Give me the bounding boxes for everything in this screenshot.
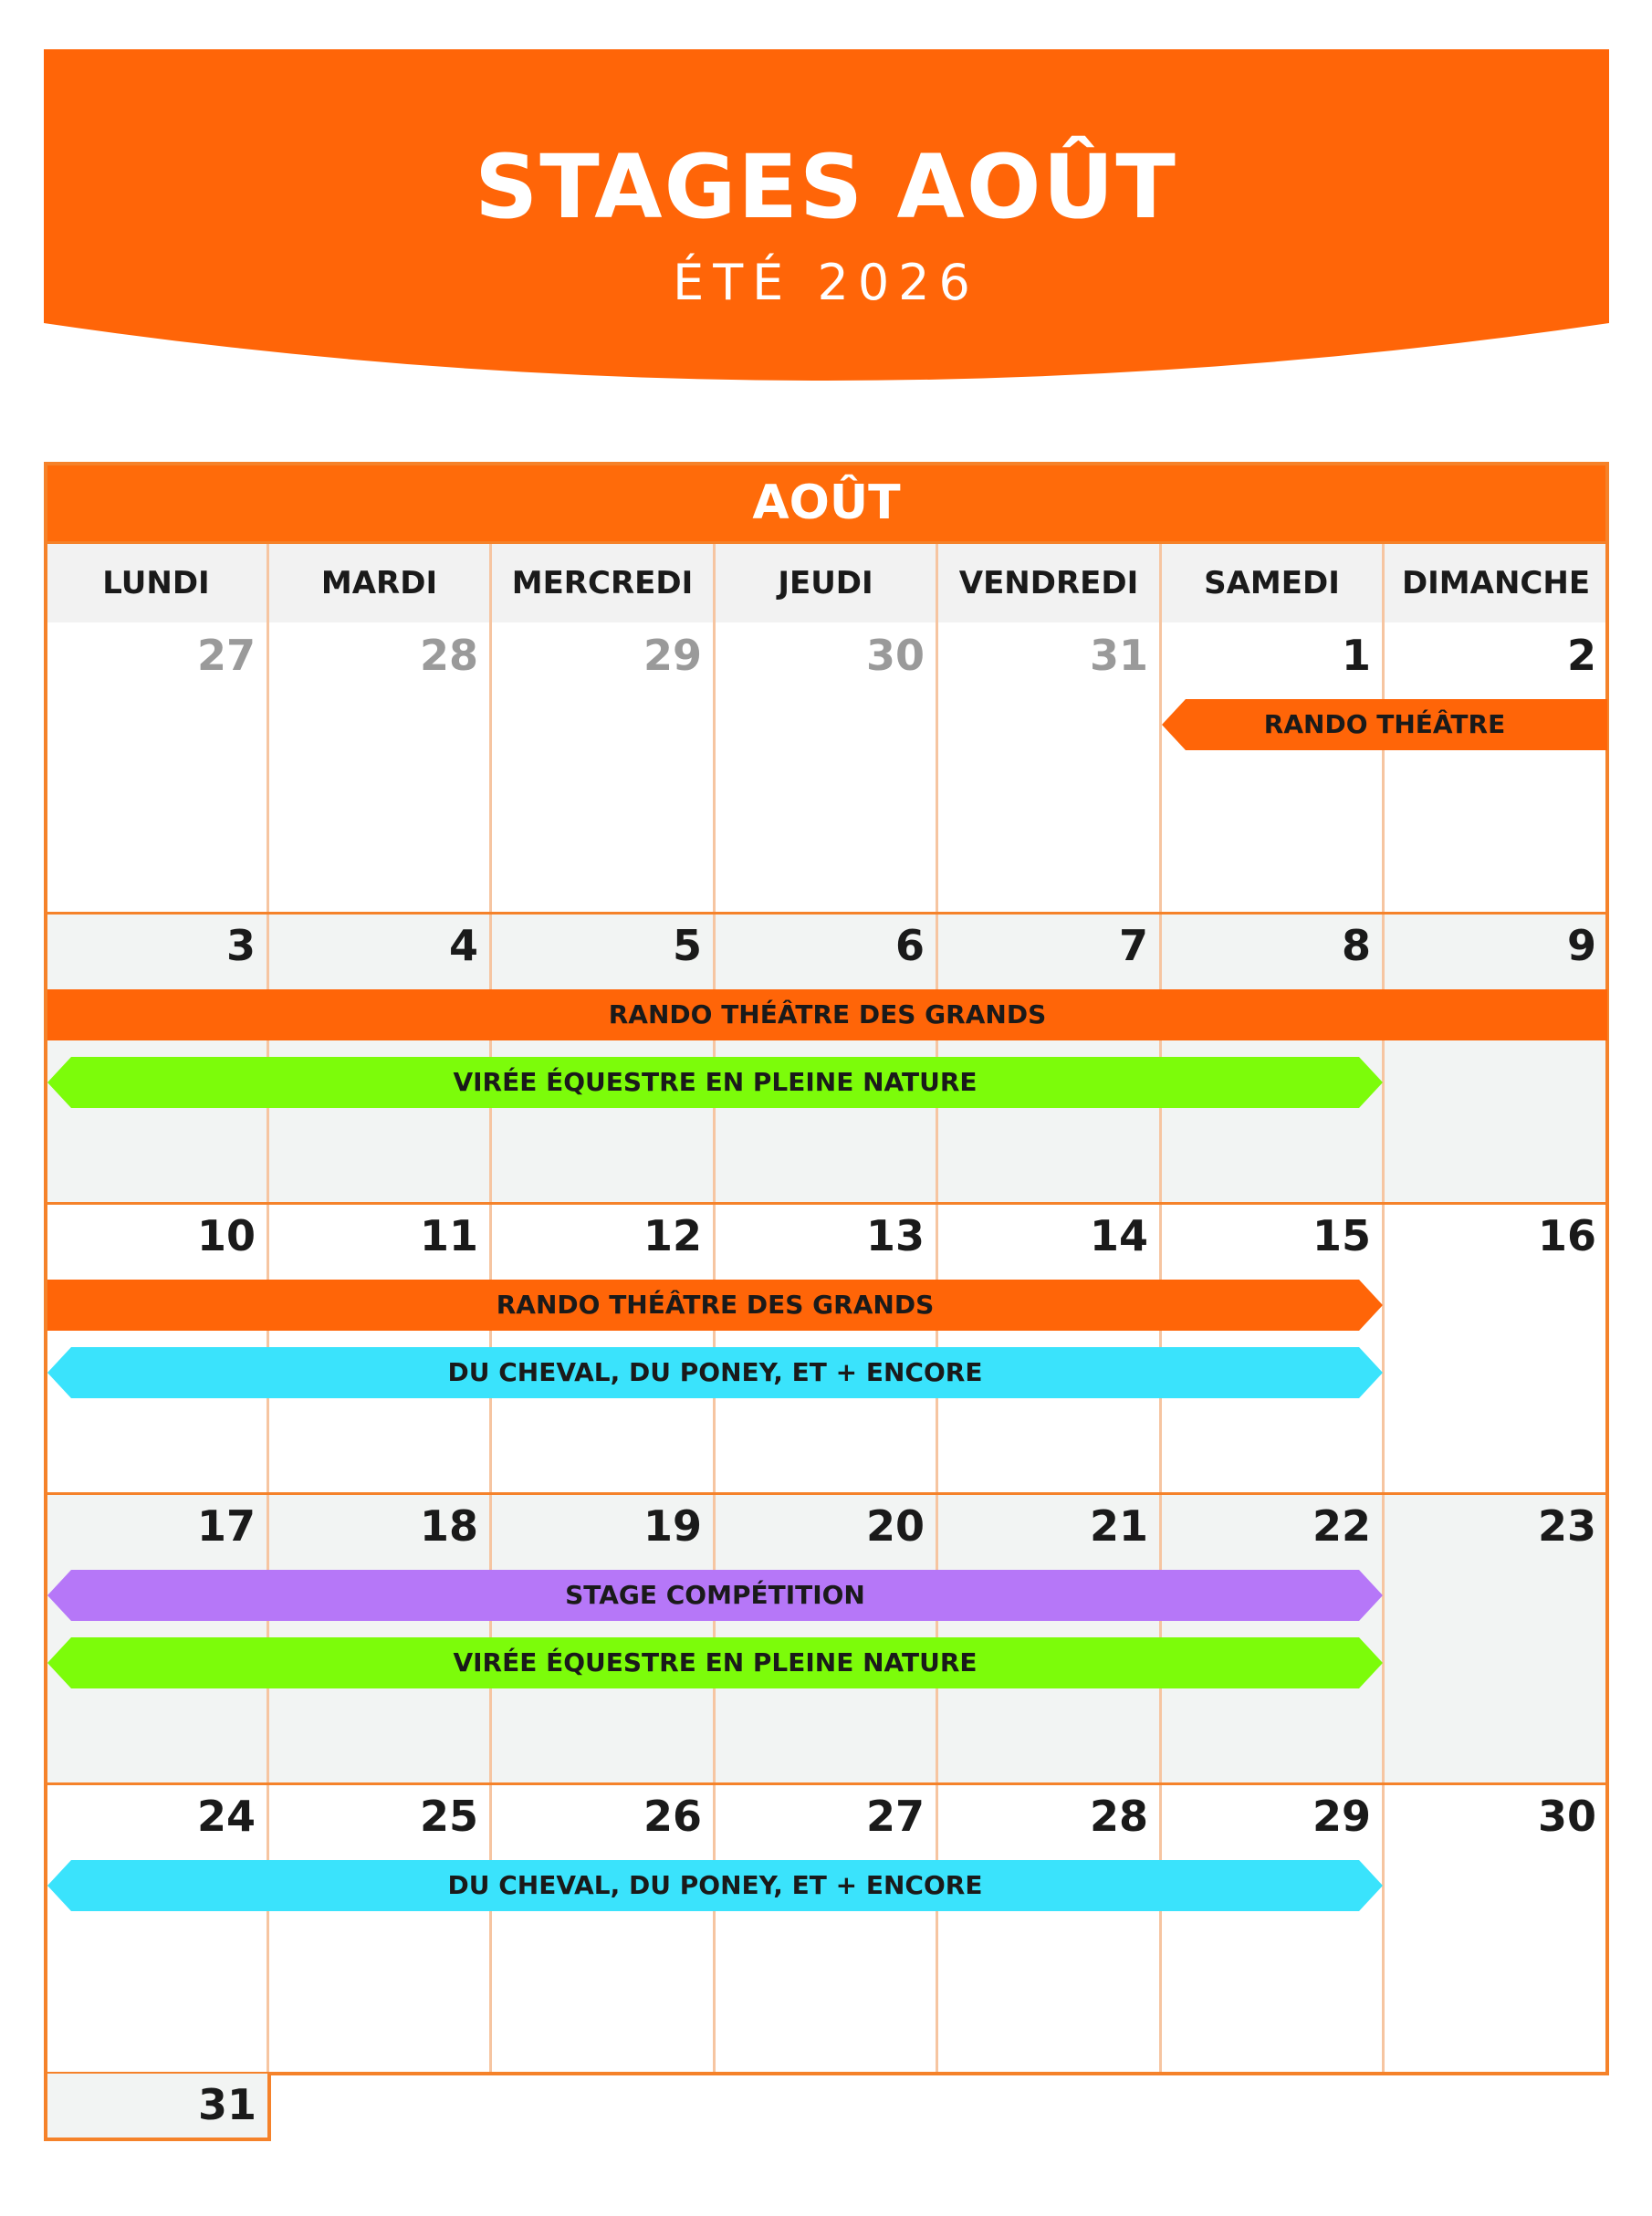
day-number: 27 (865, 1792, 925, 1841)
event-label: DU CHEVAL, DU PONEY, ET + ENCORE (447, 1357, 983, 1387)
weekday-lundi: LUNDI (46, 544, 269, 622)
event-label: VIRÉE ÉQUESTRE EN PLEINE NATURE (453, 1067, 978, 1097)
day-number: 1 (1341, 631, 1371, 680)
day-number: 24 (196, 1792, 256, 1841)
day-number: 2 (1566, 631, 1596, 680)
day-number: 3 (225, 921, 256, 970)
weekday-mardi: MARDI (269, 544, 492, 622)
day-number: 6 (894, 921, 925, 970)
day-number: 31 (197, 2080, 256, 2129)
page-title: STAGES AOÛT (475, 136, 1177, 238)
weekday-samedi: SAMEDI (1162, 544, 1385, 622)
day-number: 5 (672, 921, 702, 970)
event-label: VIRÉE ÉQUESTRE EN PLEINE NATURE (453, 1647, 978, 1678)
day-number: 25 (419, 1792, 478, 1841)
day-number: 26 (643, 1792, 702, 1841)
day-number: 15 (1312, 1211, 1371, 1260)
day-number: 31 (1089, 631, 1148, 680)
event-label: STAGE COMPÉTITION (565, 1580, 865, 1610)
day-number: 28 (419, 631, 478, 680)
day-number: 27 (196, 631, 256, 680)
day-number: 29 (643, 631, 702, 680)
day-number: 14 (1089, 1211, 1148, 1260)
day-number: 12 (643, 1211, 702, 1260)
day-number: 13 (865, 1211, 925, 1260)
event-label: RANDO THÉÂTRE DES GRANDS (608, 999, 1047, 1030)
day-number: 20 (865, 1501, 925, 1551)
month-title: AOÛT (44, 462, 1609, 544)
day-number: 23 (1537, 1501, 1596, 1551)
day-number: 9 (1566, 921, 1596, 970)
day-number: 4 (448, 921, 478, 970)
day-number: 8 (1341, 921, 1371, 970)
weekday-vendredi: VENDREDI (938, 544, 1162, 622)
day-number: 29 (1312, 1792, 1371, 1841)
day-number: 30 (865, 631, 925, 680)
day-number: 28 (1089, 1792, 1148, 1841)
event-label: RANDO THÉÂTRE DES GRANDS (496, 1290, 935, 1320)
day-number: 22 (1312, 1501, 1371, 1551)
weekday-mercredi: MERCREDI (492, 544, 716, 622)
weekday-dimanche: DIMANCHE (1385, 544, 1607, 622)
page-subtitle: ÉTÉ 2026 (673, 254, 979, 311)
event-label: DU CHEVAL, DU PONEY, ET + ENCORE (447, 1870, 983, 1900)
day-number: 18 (419, 1501, 478, 1551)
day-number: 17 (196, 1501, 256, 1551)
event-label: RANDO THÉÂTRE (1263, 709, 1506, 739)
day-number: 11 (419, 1211, 478, 1260)
day-number: 7 (1118, 921, 1148, 970)
weekday-jeudi: JEUDI (716, 544, 938, 622)
day-number: 10 (196, 1211, 256, 1260)
day-number: 21 (1089, 1501, 1148, 1551)
day-number: 30 (1537, 1792, 1596, 1841)
day-number: 19 (643, 1501, 702, 1551)
day-number: 16 (1537, 1211, 1596, 1260)
